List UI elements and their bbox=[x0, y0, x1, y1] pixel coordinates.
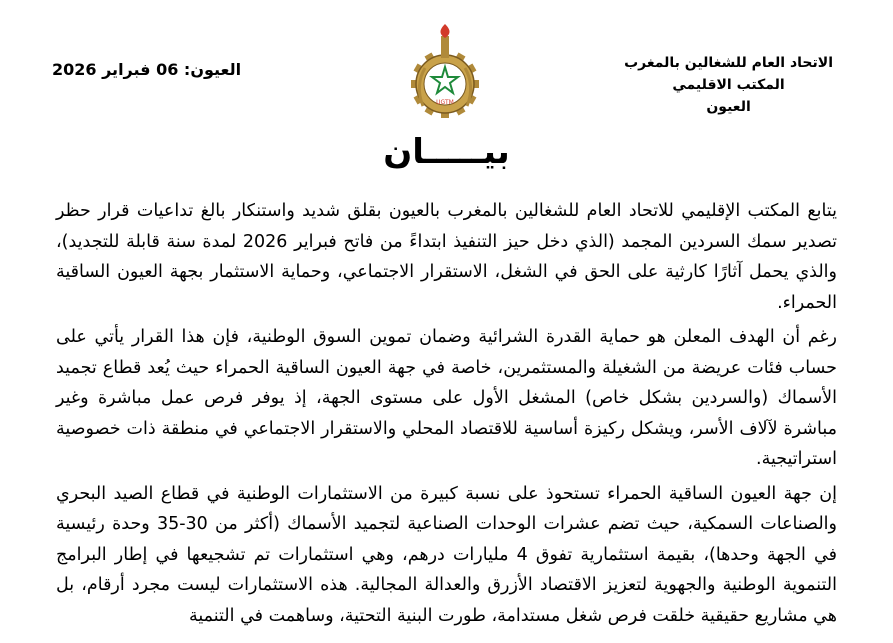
ugtm-logo-icon bbox=[393, 22, 497, 126]
page-title: بيـــــان bbox=[383, 132, 510, 172]
paragraph: إن جهة العيون الساقية الحمراء تستحوذ على نسبة كبيرة من الاستثمارات الوطنية في قطاع الصيد البحري والصناعات السمكية، حيث تضم عشرات الوحدات الصناعية لتجميد الأسماك (أكثر من 30-35 وحدة رئيسية في الجهة وحدها)، بقيمة استثمارية تفوق 4 مليارات درهم، وهي استثمارات تم تشجيعها في إطار البرامج التنموية الوطنية والجهوية لتعزيز الاقتصاد الأزرق والعدالة المجالية. هذه الاستثمارات ليست مجرد أرقام، بل هي مشاريع حقيقية خلقت فرص شغل مستدامة، طورت البنية التحتية، وساهمت في التنمية bbox=[56, 483, 837, 626]
document-date: العيون: 06 فبراير 2026 bbox=[52, 60, 242, 79]
paragraph: يتابع المكتب الإقليمي للاتحاد العام للشغالين بالمغرب بالعيون بقلق شديد واستنكار بالغ تداعيات قرار حظر تصدير سمك السردين المجمد (الذي دخل حيز التنفيذ ابتداءً من فاتح فبراير 2026 لمدة سنة قابلة للتجديد)، والذي يحمل آثارًا كارثية على الحق في الشغل، الاستقرار الاجتماعي، وحماية الاستثمار بجهة العيون الساقية الحمراء. bbox=[56, 201, 837, 313]
org-name: الاتحاد العام للشغالين بالمغرب bbox=[624, 55, 833, 71]
organization-header bbox=[624, 52, 833, 118]
paragraph: رغم أن الهدف المعلن هو حماية القدرة الشرائية وضمان تموين السوق الوطنية، فإن هذا القرار يأتي على حساب فئات عريضة من الشغيلة والمستثمرين، خاصة في جهة العيون الساقية الحمراء حيث يُعد قطاع تجميد الأسماك (والسردين بشكل خاص) المشغل الأول على مستوى الجهة، إذ يوفر فرص عمل مباشرة وغير مباشرة لآلاف الأسر، ويشكل ركيزة أساسية للاقتصاد المحلي والاستقرار الاجتماعي في منطقة ذات خصوصية استراتيجية. bbox=[56, 327, 837, 469]
svg-text:UGTM: UGTM bbox=[436, 99, 454, 106]
org-city: العيون bbox=[706, 99, 751, 115]
org-office: المكتب الاقليمي bbox=[672, 77, 785, 93]
statement-body bbox=[56, 196, 837, 635]
